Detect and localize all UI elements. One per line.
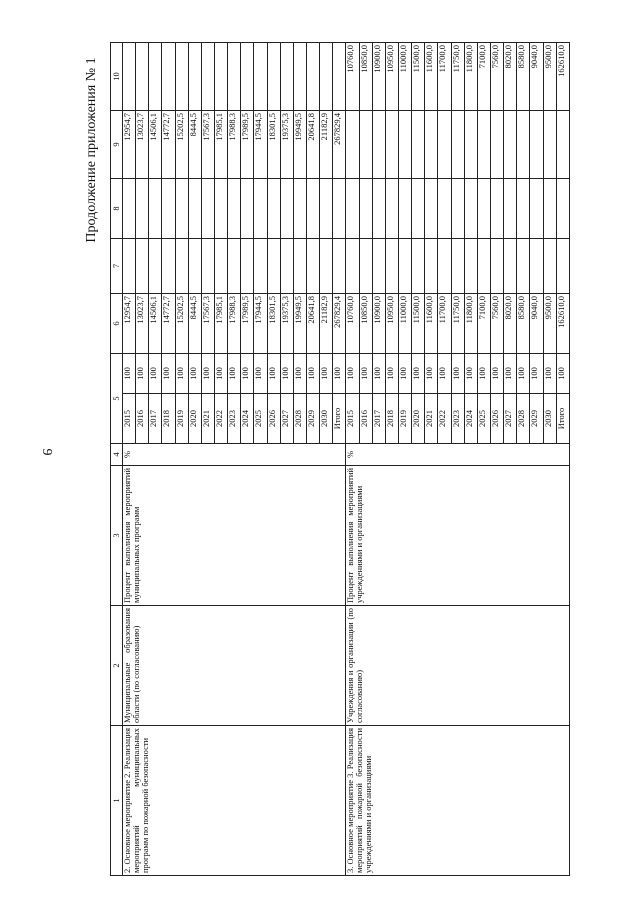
cell-c9 [543,111,556,179]
cell-year: 2017 [372,394,385,444]
cell-c8 [136,179,149,239]
cell-pct: 100 [228,354,241,394]
cell-c6: 20641,8 [306,294,319,354]
cell-c9 [412,111,425,179]
cell-year: 2021 [425,394,438,444]
column-header: 3 [111,466,123,606]
cell-c9: 19949,5 [293,111,306,179]
cell-c10: 11700,0 [438,43,451,111]
cell-c6: 267829,4 [333,294,346,354]
page-number: 9 [39,448,54,456]
cell-c6: 15202,5 [175,294,188,354]
cell-c7 [372,239,385,294]
cell-c7 [556,239,569,294]
cell-c9 [556,111,569,179]
cell-c10 [175,43,188,111]
cell-c9: 14506,1 [149,111,162,179]
cell-c10: 11750,0 [451,43,464,111]
cell-year: 2020 [412,394,425,444]
cell-c10: 7560,0 [490,43,503,111]
cell-c6: 10950,0 [385,294,398,354]
cell-year: Итого [556,394,569,444]
cell-pct: 100 [306,354,319,394]
cell-pct: 100 [333,354,346,394]
cell-pct: 100 [412,354,425,394]
cell-c8 [306,179,319,239]
cell-c8 [320,179,333,239]
cell-year: 2015 [123,394,136,444]
cell-c6: 9040,0 [530,294,543,354]
cell-c6: 12954,7 [123,294,136,354]
cell-c6: 8020,0 [504,294,517,354]
cell-pct: 100 [425,354,438,394]
cell-c8 [123,179,136,239]
cell-c7 [188,239,201,294]
cell-pct: 100 [175,354,188,394]
cell-pct: 100 [280,354,293,394]
cell-c9: 267829,4 [333,111,346,179]
cell-c6: 10760,0 [346,294,359,354]
cell-year: 2024 [241,394,254,444]
cell-c9 [372,111,385,179]
cell-c8 [490,179,503,239]
cell-c8 [556,179,569,239]
cell-c6: 17567,3 [201,294,214,354]
cell-year: 2017 [149,394,162,444]
cell-c6: 19375,3 [280,294,293,354]
cell-c6: 11700,0 [438,294,451,354]
cell-c8 [438,179,451,239]
cell-c7 [530,239,543,294]
cell-c8 [162,179,175,239]
cell-c8 [543,179,556,239]
cell-year: 2029 [530,394,543,444]
cell-c9: 14772,7 [162,111,175,179]
cell-c8 [228,179,241,239]
cell-year: 2028 [293,394,306,444]
cell-c6: 10900,0 [372,294,385,354]
cell-pct: 100 [556,354,569,394]
cell-c10 [149,43,162,111]
column-header: 1 [111,726,123,876]
cell-c10: 11000,0 [398,43,411,111]
column-header: 6 [111,294,123,354]
cell-c10: 8020,0 [504,43,517,111]
cell-c6: 17988,3 [228,294,241,354]
cell-c9: 17985,1 [214,111,227,179]
cell-c10 [228,43,241,111]
cell-c9 [464,111,477,179]
cell-c8 [504,179,517,239]
cell-c7 [398,239,411,294]
cell-c9 [451,111,464,179]
cell-year: 2023 [228,394,241,444]
cell-c9: 8444,5 [188,111,201,179]
cell-year: 2018 [385,394,398,444]
cell-year: 2020 [188,394,201,444]
cell-year: 2026 [267,394,280,444]
cell-c8 [385,179,398,239]
cell-year: 2024 [464,394,477,444]
cell-pct: 100 [451,354,464,394]
table-row [346,43,359,876]
cell-c7 [306,239,319,294]
unit-cell: % [123,444,346,466]
cell-c9: 12954,7 [123,111,136,179]
cell-c10 [136,43,149,111]
executor-cell: Учреждения и организации (по согласованию) [346,606,570,726]
cell-c8 [359,179,372,239]
cell-pct: 100 [149,354,162,394]
cell-year: 2023 [451,394,464,444]
cell-year: 2027 [504,394,517,444]
cell-c8 [293,179,306,239]
unit-cell: % [346,444,570,466]
cell-c8 [241,179,254,239]
cell-c7 [267,239,280,294]
cell-c7 [346,239,359,294]
cell-c10 [280,43,293,111]
cell-pct: 100 [490,354,503,394]
cell-c7 [438,239,451,294]
cell-c8 [372,179,385,239]
cell-c6: 10850,0 [359,294,372,354]
cell-c10: 162610,0 [556,43,569,111]
cell-year: 2022 [438,394,451,444]
cell-c7 [201,239,214,294]
cell-c6: 14506,1 [149,294,162,354]
cell-c8 [451,179,464,239]
cell-c10: 8580,0 [517,43,530,111]
cell-pct: 100 [201,354,214,394]
cell-c7 [412,239,425,294]
cell-c7 [385,239,398,294]
cell-pct: 100 [267,354,280,394]
appendix-table [110,42,570,876]
cell-c6: 17944,5 [254,294,267,354]
cell-c10 [214,43,227,111]
cell-c7 [149,239,162,294]
cell-year: 2027 [280,394,293,444]
cell-c8 [214,179,227,239]
cell-c9 [477,111,490,179]
cell-c9: 17988,3 [228,111,241,179]
cell-c7 [214,239,227,294]
cell-year: 2019 [398,394,411,444]
cell-c9 [504,111,517,179]
cell-c7 [425,239,438,294]
cell-c7 [359,239,372,294]
cell-c8 [188,179,201,239]
cell-c9 [530,111,543,179]
cell-pct: 100 [398,354,411,394]
cell-c9: 21182,9 [320,111,333,179]
cell-c7 [517,239,530,294]
cell-c9 [490,111,503,179]
cell-c7 [228,239,241,294]
cell-c7 [543,239,556,294]
cell-year: 2030 [320,394,333,444]
cell-c10: 7100,0 [477,43,490,111]
cell-c9: 15202,5 [175,111,188,179]
activity-cell: 2. Основное мероприятие 2. Реализация мероприятий муниципальных программ по пожарной безопасности [123,726,346,876]
cell-c10: 10760,0 [346,43,359,111]
cell-c8 [280,179,293,239]
cell-year: 2016 [136,394,149,444]
cell-year: Итого [333,394,346,444]
cell-c10 [123,43,136,111]
cell-c6: 17985,1 [214,294,227,354]
cell-c10: 10850,0 [359,43,372,111]
cell-c9: 13023,7 [136,111,149,179]
cell-c7 [293,239,306,294]
cell-pct: 100 [438,354,451,394]
cell-c7 [241,239,254,294]
cell-c6: 11600,0 [425,294,438,354]
column-header: 8 [111,179,123,239]
cell-c10 [254,43,267,111]
cell-year: 2022 [214,394,227,444]
cell-c6: 11500,0 [412,294,425,354]
cell-c7 [175,239,188,294]
cell-c7 [123,239,136,294]
cell-pct: 100 [385,354,398,394]
continuation-title: Продолжение приложения № 1 [84,57,99,243]
cell-c9: 20641,8 [306,111,319,179]
cell-c10: 11500,0 [412,43,425,111]
cell-pct: 100 [372,354,385,394]
cell-pct: 100 [543,354,556,394]
cell-c10: 9040,0 [530,43,543,111]
cell-c6: 19949,5 [293,294,306,354]
cell-pct: 100 [123,354,136,394]
cell-pct: 100 [254,354,267,394]
table-body [123,43,570,876]
column-header: 2 [111,606,123,726]
cell-c8 [346,179,359,239]
header-row [111,43,123,876]
cell-c10 [306,43,319,111]
cell-c8 [254,179,267,239]
cell-year: 2019 [175,394,188,444]
cell-c7 [333,239,346,294]
cell-c8 [175,179,188,239]
cell-pct: 100 [320,354,333,394]
cell-c10: 9500,0 [543,43,556,111]
cell-c8 [425,179,438,239]
cell-c8 [412,179,425,239]
cell-c9: 17944,5 [254,111,267,179]
cell-c6: 13023,7 [136,294,149,354]
cell-c9 [398,111,411,179]
table-row [123,43,136,876]
cell-c9 [438,111,451,179]
cell-c6: 9500,0 [543,294,556,354]
cell-c9 [346,111,359,179]
cell-c9: 17567,3 [201,111,214,179]
cell-c9: 19375,3 [280,111,293,179]
cell-c8 [201,179,214,239]
cell-pct: 100 [464,354,477,394]
cell-c9 [517,111,530,179]
cell-c6: 11000,0 [398,294,411,354]
cell-c7 [320,239,333,294]
cell-year: 2016 [359,394,372,444]
cell-c10 [241,43,254,111]
cell-c6: 14772,7 [162,294,175,354]
cell-c7 [451,239,464,294]
cell-pct: 100 [241,354,254,394]
cell-c10 [320,43,333,111]
cell-c7 [477,239,490,294]
column-header: 5 [111,354,123,444]
cell-c6: 7560,0 [490,294,503,354]
cell-pct: 100 [504,354,517,394]
cell-c6: 11800,0 [464,294,477,354]
cell-pct: 100 [530,354,543,394]
cell-c7 [162,239,175,294]
column-header: 10 [111,43,123,111]
cell-c6: 8580,0 [517,294,530,354]
cell-pct: 100 [136,354,149,394]
cell-year: 2028 [517,394,530,444]
cell-c10 [201,43,214,111]
cell-c9 [425,111,438,179]
cell-pct: 100 [517,354,530,394]
cell-c8 [530,179,543,239]
cell-c7 [490,239,503,294]
appendix-table-wrapper [110,45,570,876]
cell-year: 2025 [477,394,490,444]
cell-c10 [293,43,306,111]
cell-c9: 17989,5 [241,111,254,179]
cell-c9 [359,111,372,179]
cell-year: 2025 [254,394,267,444]
cell-c7 [136,239,149,294]
indicator-cell: Процент выполнения мероприятий учреждениями и организациями [346,466,570,606]
cell-year: 2029 [306,394,319,444]
cell-year: 2021 [201,394,214,444]
cell-c7 [254,239,267,294]
cell-c6: 7100,0 [477,294,490,354]
cell-c10: 10900,0 [372,43,385,111]
cell-c6: 8444,5 [188,294,201,354]
column-header: 9 [111,111,123,179]
cell-c9: 18301,5 [267,111,280,179]
cell-pct: 100 [359,354,372,394]
cell-pct: 100 [162,354,175,394]
cell-c9 [385,111,398,179]
cell-year: 2026 [490,394,503,444]
cell-pct: 100 [477,354,490,394]
cell-year: 2030 [543,394,556,444]
cell-c10 [162,43,175,111]
cell-c10: 11800,0 [464,43,477,111]
cell-c6: 21182,9 [320,294,333,354]
cell-pct: 100 [214,354,227,394]
executor-cell: Муниципальные образования области (по согласованию) [123,606,346,726]
cell-c8 [398,179,411,239]
cell-c6: 18301,5 [267,294,280,354]
column-header: 4 [111,444,123,466]
cell-c7 [504,239,517,294]
cell-c8 [149,179,162,239]
cell-c8 [464,179,477,239]
cell-c6: 11750,0 [451,294,464,354]
indicator-cell: Процент выполнения мероприятий муниципальных программ [123,466,346,606]
cell-pct: 100 [293,354,306,394]
cell-pct: 100 [188,354,201,394]
cell-c6: 17989,5 [241,294,254,354]
cell-year: 2018 [162,394,175,444]
cell-c8 [333,179,346,239]
cell-pct: 100 [346,354,359,394]
cell-c10 [333,43,346,111]
cell-c10: 11600,0 [425,43,438,111]
cell-c6: 162610,0 [556,294,569,354]
column-header: 7 [111,239,123,294]
cell-c7 [464,239,477,294]
cell-c8 [477,179,490,239]
cell-c8 [517,179,530,239]
activity-cell: 3. Основное мероприятие 3. Реализация мероприятий пожарной безопасности учреждениями и организациями [346,726,570,876]
cell-c10 [188,43,201,111]
cell-c10 [267,43,280,111]
cell-c8 [267,179,280,239]
cell-c7 [280,239,293,294]
cell-c10: 10950,0 [385,43,398,111]
cell-year: 2015 [346,394,359,444]
